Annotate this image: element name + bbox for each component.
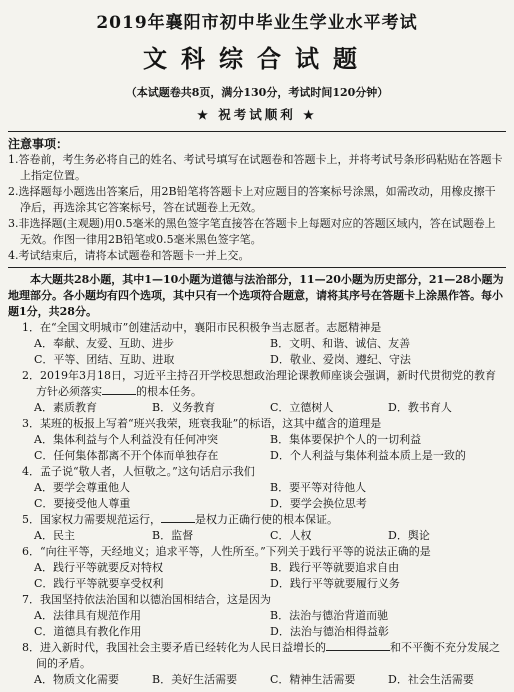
option-row xyxy=(8,672,506,688)
question-text: 是权力正确行使的根本保证。 xyxy=(195,513,338,526)
option-row xyxy=(8,432,506,448)
answer-option: D．社会生活需要 xyxy=(388,673,474,686)
answer-option: A．民主 xyxy=(34,529,75,542)
question-stem xyxy=(10,464,506,480)
answer-option: A．要学会尊重他人 xyxy=(34,481,130,494)
question-text: 8．进入新时代，我国社会主要矛盾已经转化为人民日益增长的 xyxy=(22,641,326,654)
option-row xyxy=(8,560,506,576)
answer-option: C．人权 xyxy=(270,529,312,542)
answer-option: B．美好生活需要 xyxy=(152,673,238,686)
option-row xyxy=(8,496,506,512)
notice-section xyxy=(8,135,506,264)
answer-blank xyxy=(326,640,390,651)
answer-option: A．践行平等就要反对特权 xyxy=(34,561,163,574)
question-stem xyxy=(10,640,506,672)
star-icon: ★ xyxy=(303,108,317,122)
answer-option: A．集体利益与个人利益没有任何冲突 xyxy=(34,433,218,446)
option-row xyxy=(8,528,506,544)
option-row xyxy=(8,448,506,464)
question-stem xyxy=(10,320,506,336)
question-text: 2．2019年3月18日，习近平主持召开学校思想政治理论课教师座谈会强调，新时代贯彻党的教育方针必须落实 xyxy=(22,369,496,398)
option-row xyxy=(8,352,506,368)
answer-option: B．集体要保护个人的一切利益 xyxy=(270,433,422,446)
answer-blank xyxy=(161,512,195,523)
answer-option: B．要平等对待他人 xyxy=(270,481,367,494)
exam-info: （本试题卷共8页，满分130分，考试时间120分钟） xyxy=(125,86,389,99)
answer-option: C．任何集体都离不开个体而单独存在 xyxy=(34,449,219,462)
divider xyxy=(8,267,506,268)
option-row xyxy=(8,624,506,640)
question-text: 6．“向往平等，天经地义；追求平等，人性所至。”下列关于践行平等的说法正确的是 xyxy=(22,545,431,558)
question-text: 7．我国坚持依法治国和以德治国相结合，这是因为 xyxy=(22,593,271,606)
answer-option: C．平等、团结、互助、进取 xyxy=(34,353,175,366)
good-luck-line xyxy=(8,105,506,123)
answer-blank xyxy=(102,384,136,395)
answer-option: C．立德树人 xyxy=(270,401,334,414)
question-list xyxy=(8,320,506,688)
question-stem xyxy=(10,544,506,560)
subject-title: 文科综合试题 xyxy=(143,44,371,73)
question-text: 1．在“全国文明城市”创建活动中，襄阳市民积极争当志愿者。志愿精神是 xyxy=(22,321,382,334)
question-text: 和不平衡不充分发展之间的矛盾。 xyxy=(36,641,500,670)
answer-option: D．法治与德治相得益彰 xyxy=(270,625,389,638)
question-stem xyxy=(10,416,506,432)
answer-option: A．物质文化需要 xyxy=(34,673,119,686)
star-icon: ★ xyxy=(197,108,211,122)
question-text: 3．某班的板报上写着“班兴我荣，班衰我耻”的标语，这其中蕴含的道理是 xyxy=(22,417,382,430)
answer-option: D．敬业、爱岗、遵纪、守法 xyxy=(270,353,411,366)
answer-option: D．要学会换位思考 xyxy=(270,497,367,510)
answer-option: A．素质教育 xyxy=(34,401,97,414)
option-row xyxy=(8,480,506,496)
answer-option: B．文明、和谐、诚信、友善 xyxy=(270,337,411,350)
notice-item: 1.答卷前，考生务必将自己的姓名、考试号填写在试题卷和答题卡上，并将考试号条形码粘贴在答题卡上指定位置。 xyxy=(8,153,503,182)
answer-option: A．奉献、友爱、互助、进步 xyxy=(34,337,174,350)
answer-option: B．监督 xyxy=(152,529,194,542)
answer-option: C．要接受他人尊重 xyxy=(34,497,131,510)
answer-option: D．个人利益与集体利益本质上是一致的 xyxy=(270,449,466,462)
section-instructions: 本大题共28小题，其中1—10小题为道德与法治部分，11—20小题为历史部分，21—28小题为地理部分。各小题均有四个选项，其中只有一个选项符合题意，请将其序号在答题卡上涂黑作答。每小题1分，共28分。 xyxy=(8,273,504,318)
option-row xyxy=(8,336,506,352)
question-text: 4．孟子说“敬人者，人恒敬之。”这句话启示我们 xyxy=(22,465,255,478)
option-row xyxy=(8,400,506,416)
notice-item: 4.考试结束后，请将本试题卷和答题卡一并上交。 xyxy=(8,249,250,262)
question-stem xyxy=(10,512,506,528)
question-text: 5．国家权力需要规范运行， xyxy=(22,513,161,526)
question-stem xyxy=(10,368,506,400)
answer-option: B．践行平等就要追求自由 xyxy=(270,561,400,574)
exam-title: 2019年襄阳市初中毕业生学业水平考试 xyxy=(96,13,418,33)
option-row xyxy=(8,608,506,624)
answer-option: D．舆论 xyxy=(388,529,430,542)
divider xyxy=(8,131,506,132)
notice-item: 3.非选择题(主观题)用0.5毫米的黑色签字笔直接答在答题卡上每题对应的答题区域内，答在试题卷上无效。作图一律用2B铅笔或0.5毫米黑色签字笔。 xyxy=(8,217,496,246)
notice-heading: 注意事项： xyxy=(8,137,69,151)
answer-option: B．法治与德治背道而驰 xyxy=(270,609,389,622)
answer-option: C．践行平等就要享受权利 xyxy=(34,577,164,590)
answer-option: A．法律具有规范作用 xyxy=(34,609,141,622)
answer-option: C．精神生活需要 xyxy=(270,673,356,686)
question-text: 的根本任务。 xyxy=(136,385,202,398)
answer-option: C．道德具有教化作用 xyxy=(34,625,142,638)
answer-option: D．教书育人 xyxy=(388,401,452,414)
answer-option: B．义务教育 xyxy=(152,401,216,414)
option-row xyxy=(8,576,506,592)
notice-item: 2.选择题每小题选出答案后，用2B铅笔将答题卡上对应题目的答案标号涂黑，如需改动，用橡皮擦干净后，再选涂其它答案标号，答在试题卷上无效。 xyxy=(8,185,496,214)
good-luck-text: 祝考试顺利 xyxy=(218,107,296,122)
question-stem xyxy=(10,592,506,608)
answer-option: D．践行平等就要履行义务 xyxy=(270,577,400,590)
